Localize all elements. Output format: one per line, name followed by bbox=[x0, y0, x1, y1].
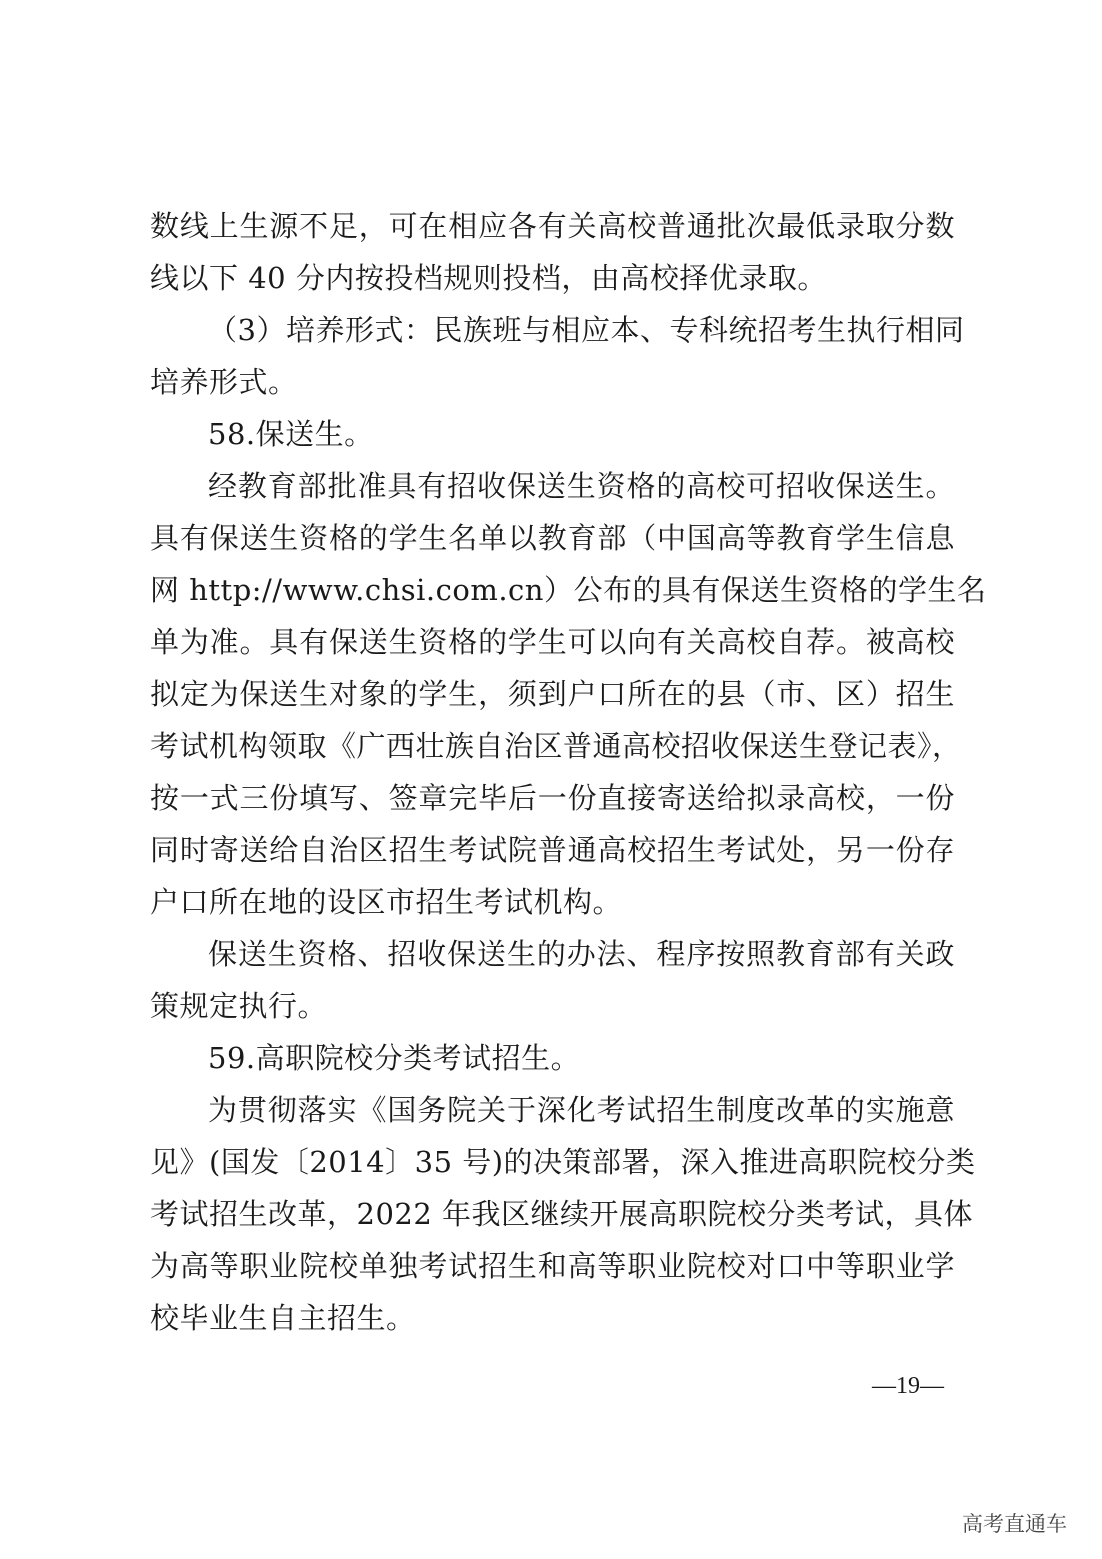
paragraph-line: 经教育部批准具有招收保送生资格的高校可招收保送生。 bbox=[208, 469, 955, 503]
paragraph-line: 单为准。具有保送生资格的学生可以向有关高校自荐。被高校 bbox=[150, 625, 955, 659]
paragraph-line: 线以下 40 分内按投档规则投档，由高校择优录取。 bbox=[150, 261, 827, 295]
paragraph-line: 具有保送生资格的学生名单以教育部（中国高等教育学生信息 bbox=[150, 521, 955, 555]
paragraph-line: 保送生资格、招收保送生的办法、程序按照教育部有关政 bbox=[208, 937, 955, 971]
section-heading: 58.保送生。 bbox=[208, 417, 374, 451]
paragraph-line: 数线上生源不足，可在相应各有关高校普通批次最低录取分数 bbox=[150, 209, 955, 243]
paragraph-line: 策规定执行。 bbox=[150, 989, 328, 1023]
paragraph-line: 见》(国发〔2014〕35 号)的决策部署，深入推进高职院校分类 bbox=[150, 1145, 976, 1179]
watermark: 高考直通车 bbox=[962, 1512, 1067, 1536]
paragraph-line: 为高等职业院校单独考试招生和高等职业院校对口中等职业学 bbox=[150, 1249, 955, 1283]
paragraph-line: 校毕业生自主招生。 bbox=[150, 1301, 416, 1335]
paragraph-line: 拟定为保送生对象的学生，须到户口所在的县（市、区）招生 bbox=[150, 677, 955, 711]
paragraph-line: 培养形式。 bbox=[150, 365, 298, 399]
paragraph-line: 网 http://www.chsi.com.cn）公布的具有保送生资格的学生名 bbox=[150, 573, 987, 607]
paragraph-line: 考试招生改革，2022 年我区继续开展高职院校分类考试，具体 bbox=[150, 1197, 974, 1231]
paragraph-line: 同时寄送给自治区招生考试院普通高校招生考试处，另一份存 bbox=[150, 833, 955, 867]
page-number: —19— bbox=[872, 1373, 944, 1399]
section-heading: 59.高职院校分类考试招生。 bbox=[208, 1041, 581, 1075]
paragraph-line: （3）培养形式：民族班与相应本、专科统招考生执行相同 bbox=[208, 313, 965, 347]
paragraph-line: 为贯彻落实《国务院关于深化考试招生制度改革的实施意 bbox=[208, 1093, 955, 1127]
paragraph-line: 按一式三份填写、签章完毕后一份直接寄送给拟录高校，一份 bbox=[150, 781, 955, 815]
paragraph-line: 户口所在地的设区市招生考试机构。 bbox=[150, 885, 623, 919]
paragraph-line: 考试机构领取《广西壮族自治区普通高校招收保送生登记表》， bbox=[150, 729, 962, 763]
